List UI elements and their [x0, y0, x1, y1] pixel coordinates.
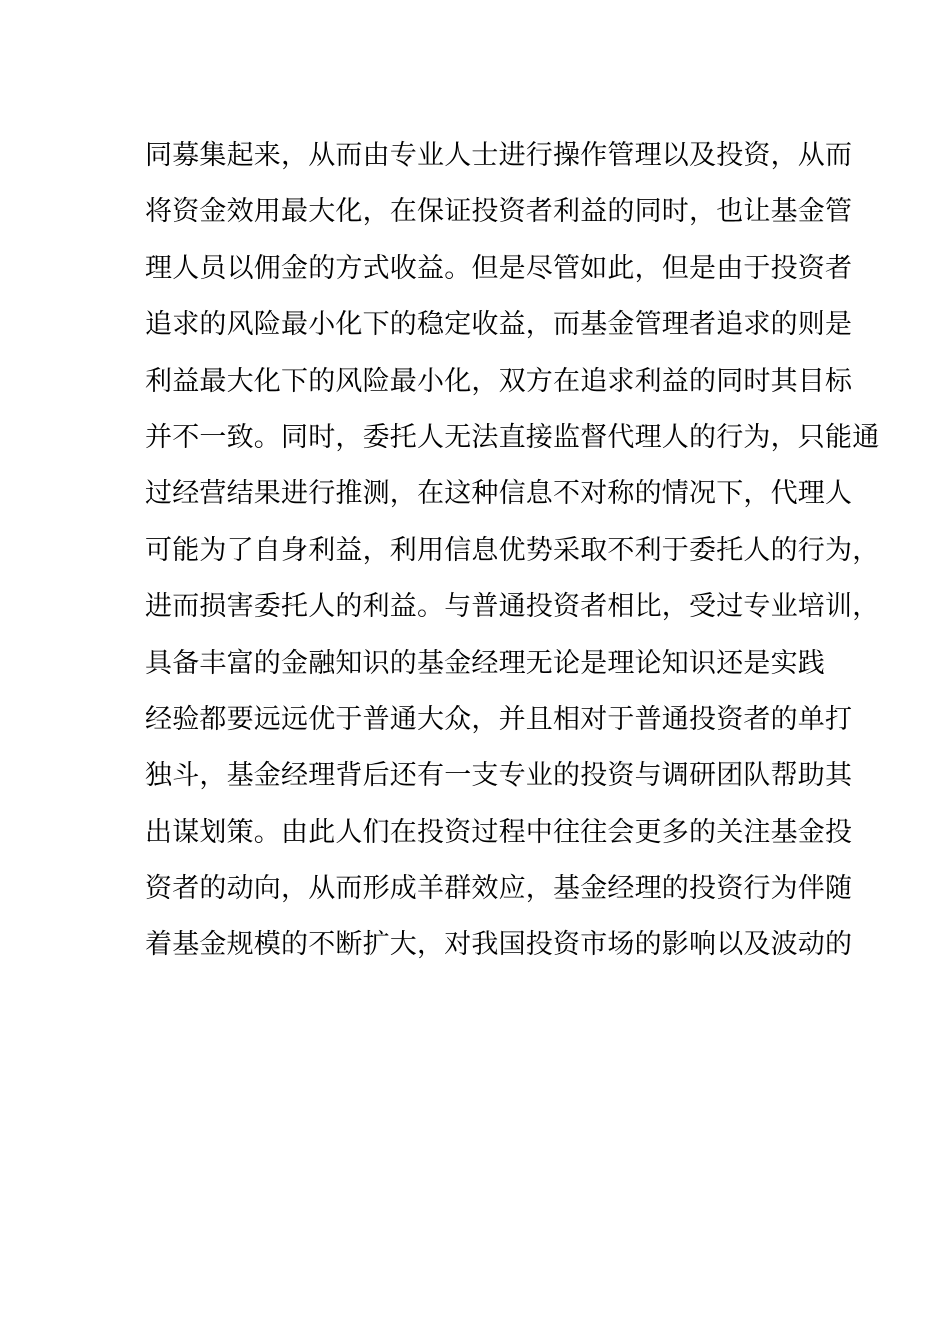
text-line: 过经营结果进行推测，在这种信息不对称的情况下，代理人	[145, 478, 853, 510]
text-line: 利益最大化下的风险最小化，双方在追求利益的同时其目标	[145, 365, 853, 397]
body-paragraph	[145, 128, 880, 974]
text-line: 经验都要远远优于普通大众，并且相对于普通投资者的单打	[145, 703, 853, 735]
text-line: 并不一致。同时，委托人无法直接监督代理人的行为，只能通	[145, 421, 880, 453]
text-line: 将资金效用最大化，在保证投资者利益的同时，也让基金管	[145, 196, 853, 228]
text-line: 着基金规模的不断扩大，对我国投资市场的影响以及波动的	[145, 929, 853, 961]
text-line: 独斗，基金经理背后还有一支专业的投资与调研团队帮助其	[145, 760, 853, 792]
text-line: 追求的风险最小化下的稳定收益，而基金管理者追求的则是	[145, 309, 853, 341]
text-line: 资者的动向，从而形成羊群效应，基金经理的投资行为伴随	[145, 873, 853, 905]
text-line: 同募集起来，从而由专业人士进行操作管理以及投资，从而	[145, 140, 853, 171]
text-line: 出谋划策。由此人们在投资过程中往往会更多的关注基金投	[145, 816, 853, 848]
text-line: 可能为了自身利益，利用信息优势采取不利于委托人的行为，	[145, 534, 880, 566]
text-line: 理人员以佣金的方式收益。但是尽管如此，但是由于投资者	[145, 252, 853, 284]
text-line: 进而损害委托人的利益。与普通投资者相比，受过专业培训，	[145, 591, 880, 623]
text-line: 具备丰富的金融知识的基金经理无论是理论知识还是实践	[145, 647, 825, 679]
